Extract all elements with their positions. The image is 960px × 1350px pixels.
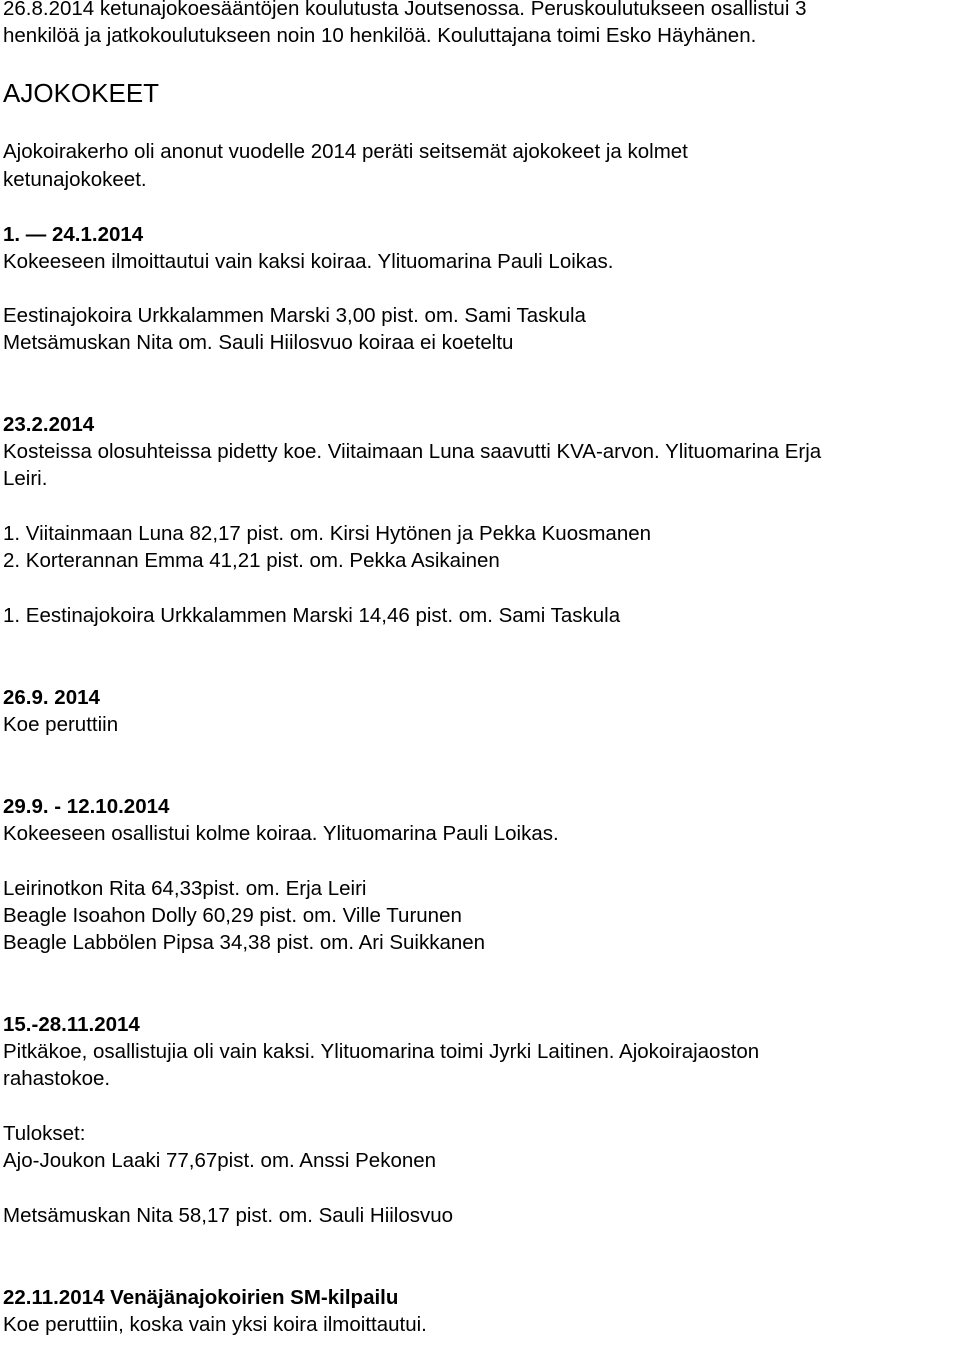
section-intro-line-1: Ajokoirakerho oli anonut vuodelle 2014 peräti seitsemät ajokokeet ja kolmet (3, 140, 688, 163)
trial-text: Metsämuskan Nita om. Sauli Hiilosvuo koiraa ei koeteltu (3, 331, 514, 354)
trial-text: Kokeeseen osallistui kolme koiraa. Ylituomarina Pauli Loikas. (3, 822, 559, 845)
section-intro-line-2: ketunajokokeet. (3, 168, 147, 191)
trial-text: Koe peruttiin, koska vain yksi koira ilmoittautui. (3, 1313, 427, 1336)
trial-text: Beagle Isoahon Dolly 60,29 pist. om. Ville Turunen (3, 904, 462, 927)
trial-date: 15.-28.11.2014 (3, 1013, 140, 1036)
trial-date: 23.2.2014 (3, 413, 95, 436)
trial-date: 29.9. - 12.10.2014 (3, 795, 170, 818)
trial-date: 22.11.2014 Venäjänajokoirien SM-kilpailu (3, 1286, 399, 1309)
trial-text: Tulokset: (3, 1122, 86, 1145)
trial-text: Leiri. (3, 467, 48, 490)
trial-date: 26.9. 2014 (3, 686, 100, 709)
section-heading: AJOKOKEET (3, 78, 160, 108)
trial-text: Pitkäkoe, osallistujia oli vain kaksi. Ylituomarina toimi Jyrki Laitinen. Ajokoirajaoston (3, 1040, 760, 1063)
intro-line-1: 26.8.2014 ketunajokoesääntöjen koulutusta Joutsenossa. Peruskoulutukseen osallistui 3 (3, 0, 807, 20)
trial-text: Eestinajokoira Urkkalammen Marski 3,00 pist. om. Sami Taskula (3, 304, 586, 327)
trial-text: rahastokoe. (3, 1067, 111, 1090)
trial-text: Leirinotkon Rita 64,33pist. om. Erja Leiri (3, 877, 367, 900)
trial-text: 1. Viitainmaan Luna 82,17 pist. om. Kirsi Hytönen ja Pekka Kuosmanen (3, 522, 652, 545)
trial-text: 1. Eestinajokoira Urkkalammen Marski 14,46 pist. om. Sami Taskula (3, 604, 621, 627)
document-page (3, 0, 958, 1350)
trial-text: Koe peruttiin (3, 713, 119, 736)
trial-text: Ajo-Joukon Laaki 77,67pist. om. Anssi Pekonen (3, 1149, 437, 1172)
trial-date: 1. — 24.1.2014 (3, 223, 144, 246)
trial-text: Kosteissa olosuhteissa pidetty koe. Viitaimaan Luna saavutti KVA-arvon. Ylituomarina Erja (3, 440, 822, 463)
trial-text: Kokeeseen ilmoittautui vain kaksi koiraa. Ylituomarina Pauli Loikas. (3, 250, 614, 273)
trial-text: Beagle Labbölen Pipsa 34,38 pist. om. Ari Suikkanen (3, 931, 486, 954)
trial-text: 2. Korterannan Emma 41,21 pist. om. Pekka Asikainen (3, 549, 500, 572)
trial-text: Metsämuskan Nita 58,17 pist. om. Sauli Hiilosvuo (3, 1204, 454, 1227)
intro-line-2: henkilöä ja jatkokoulutukseen noin 10 henkilöä. Kouluttajana toimi Esko Häyhänen. (3, 24, 757, 47)
